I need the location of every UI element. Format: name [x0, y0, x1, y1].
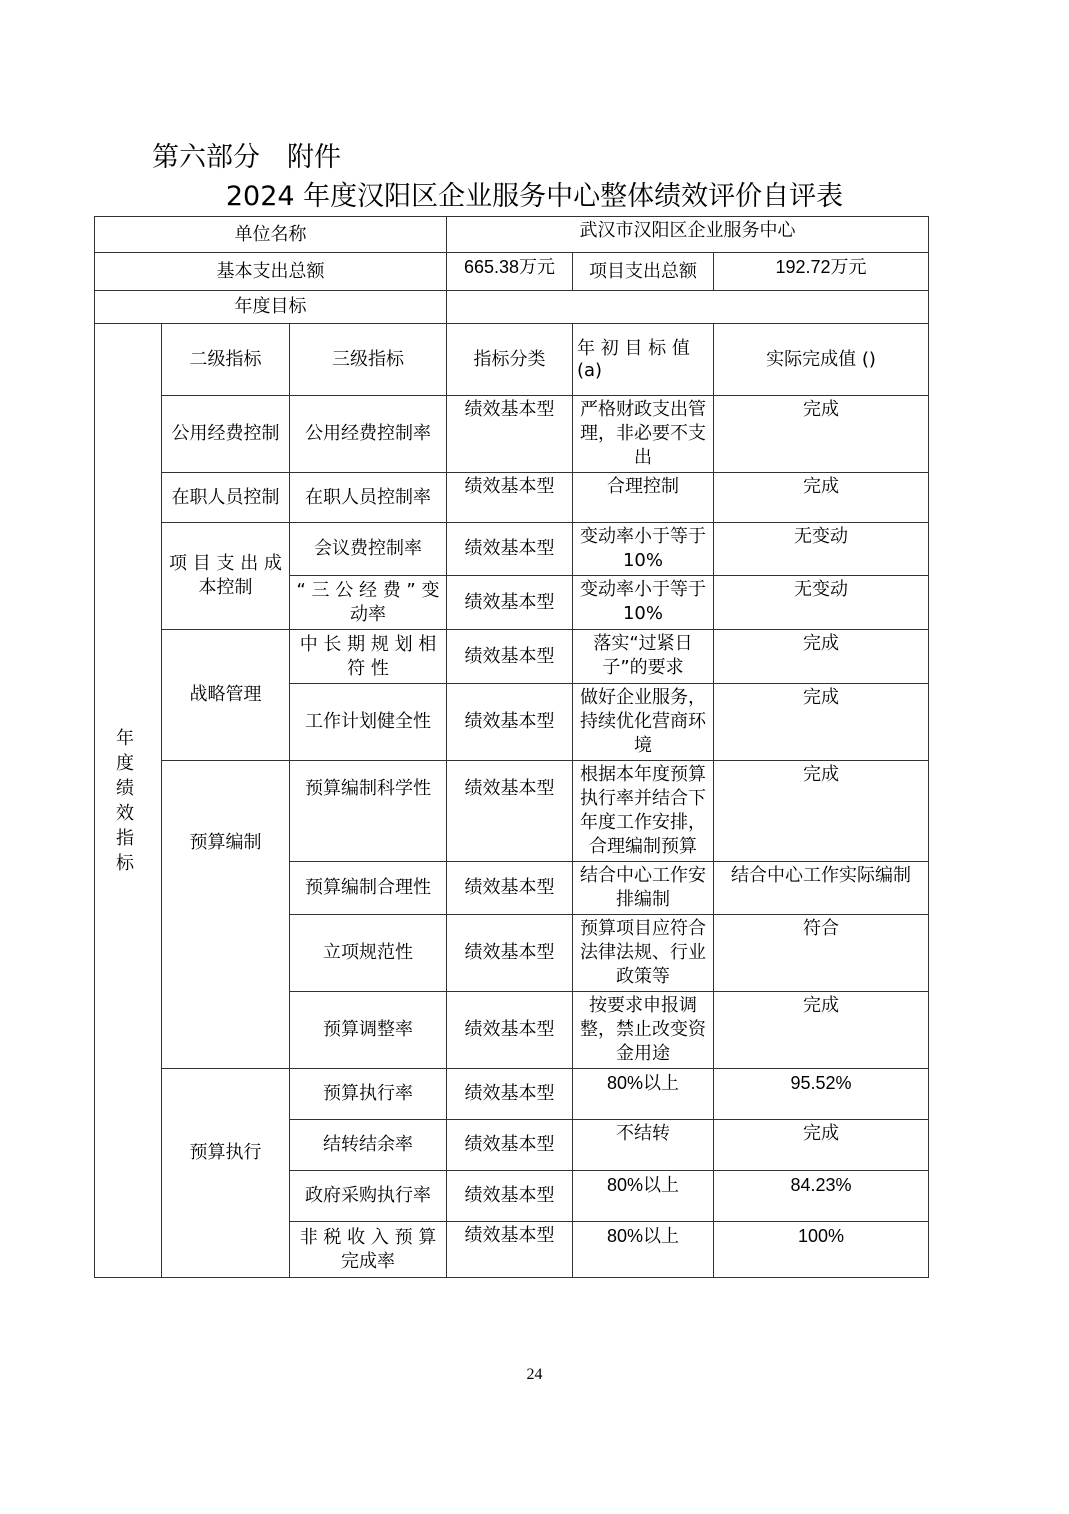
evaluation-table — [94, 216, 929, 1278]
document-title: 2024 年度汉阳区企业服务中心整体绩效评价自评表 — [225, 181, 844, 212]
level3-indicator: 非 税 收 入 预 算 完成率 — [290, 1222, 447, 1278]
indicator-type: 绩效基本型 — [447, 684, 573, 761]
actual-value: 完成 — [714, 630, 929, 684]
level3-indicator: “ 三 公 经 费 ” 变动率 — [290, 576, 447, 630]
indicator-type: 绩效基本型 — [447, 576, 573, 630]
level3-indicator: 预算编制合理性 — [290, 862, 447, 915]
indicator-type: 绩效基本型 — [447, 761, 573, 862]
level3-indicator: 结转结余率 — [290, 1120, 447, 1171]
unit-name-label: 单位名称 — [95, 217, 447, 253]
level3-indicator: 立项规范性 — [290, 915, 447, 992]
actual-value: 无变动 — [714, 576, 929, 630]
level3-indicator: 工作计划健全性 — [290, 684, 447, 761]
basic-expense-value: 665.38万元 — [447, 253, 573, 291]
target-value: 严格财政支出管理，非必要不支出 — [573, 396, 714, 473]
actual-value: 100% — [714, 1222, 929, 1278]
target-value: 变动率小于等于10% — [573, 576, 714, 630]
actual-value: 完成 — [714, 396, 929, 473]
target-value: 做好企业服务，持续优化营商环境 — [573, 684, 714, 761]
annual-goal-value — [447, 291, 929, 324]
actual-value: 符合 — [714, 915, 929, 992]
actual-value: 完成 — [714, 684, 929, 761]
project-expense-value: 192.72万元 — [714, 253, 929, 291]
level2-indicator: 预算执行 — [162, 1069, 290, 1278]
level3-indicator: 政府采购执行率 — [290, 1171, 447, 1222]
column-header: 实际完成值 () — [714, 324, 929, 396]
indicator-type: 绩效基本型 — [447, 1120, 573, 1171]
level3-indicator: 中 长 期 规 划 相 符 性 — [290, 630, 447, 684]
level2-indicator: 在职人员控制 — [162, 473, 290, 523]
target-value: 80%以上 — [573, 1171, 714, 1222]
level3-indicator: 预算调整率 — [290, 992, 447, 1069]
column-header: 三级指标 — [290, 324, 447, 396]
target-value: 不结转 — [573, 1120, 714, 1171]
level3-indicator: 公用经费控制率 — [290, 396, 447, 473]
column-header: 二级指标 — [162, 324, 290, 396]
level2-indicator: 战略管理 — [162, 630, 290, 761]
section-heading: 第六部分 附件 — [152, 142, 341, 173]
target-value: 80%以上 — [573, 1069, 714, 1120]
indicator-type: 绩效基本型 — [447, 915, 573, 992]
unit-name-value: 武汉市汉阳区企业服务中心 — [447, 217, 929, 253]
level3-indicator: 预算编制科学性 — [290, 761, 447, 862]
target-value: 预算项目应符合法律法规、行业政策等 — [573, 915, 714, 992]
actual-value: 完成 — [714, 473, 929, 523]
actual-value: 完成 — [714, 992, 929, 1069]
indicator-type: 绩效基本型 — [447, 630, 573, 684]
level3-indicator: 会议费控制率 — [290, 523, 447, 576]
actual-value: 完成 — [714, 761, 929, 862]
target-value: 按要求申报调整，禁止改变资金用途 — [573, 992, 714, 1069]
level3-indicator: 预算执行率 — [290, 1069, 447, 1120]
actual-value: 完成 — [714, 1120, 929, 1171]
column-header: 指标分类 — [447, 324, 573, 396]
level3-indicator: 在职人员控制率 — [290, 473, 447, 523]
indicator-type: 绩效基本型 — [447, 862, 573, 915]
target-value: 80%以上 — [573, 1222, 714, 1278]
target-value: 合理控制 — [573, 473, 714, 523]
annual-goal-label: 年度目标 — [95, 291, 447, 324]
column-header: 年 初 目 标 值 (a) — [573, 324, 714, 396]
indicator-type: 绩效基本型 — [447, 1069, 573, 1120]
indicator-type: 绩效基本型 — [447, 396, 573, 473]
target-value: 变动率小于等于10% — [573, 523, 714, 576]
actual-value: 95.52% — [714, 1069, 929, 1120]
actual-value: 结合中心工作实际编制 — [714, 862, 929, 915]
indicator-type: 绩效基本型 — [447, 473, 573, 523]
indicator-type: 绩效基本型 — [447, 992, 573, 1069]
basic-expense-label: 基本支出总额 — [95, 253, 447, 291]
indicator-type: 绩效基本型 — [447, 1171, 573, 1222]
level2-indicator: 项 目 支 出 成 本控制 — [162, 523, 290, 630]
actual-value: 84.23% — [714, 1171, 929, 1222]
actual-value: 无变动 — [714, 523, 929, 576]
level2-indicator: 公用经费控制 — [162, 396, 290, 473]
level2-indicator: 预算编制 — [162, 761, 290, 1069]
target-value: 根据本年度预算执行率并结合下年度工作安排，合理编制预算 — [573, 761, 714, 862]
target-value: 落实“过紧日子”的要求 — [573, 630, 714, 684]
indicator-type: 绩效基本型 — [447, 1222, 573, 1278]
indicator-type: 绩效基本型 — [447, 523, 573, 576]
annual-indicators-label: 年 度 绩 效 指 标 — [95, 324, 162, 1278]
target-value: 结合中心工作安排编制 — [573, 862, 714, 915]
page-number: 24 — [526, 1366, 543, 1383]
project-expense-label: 项目支出总额 — [573, 253, 714, 291]
